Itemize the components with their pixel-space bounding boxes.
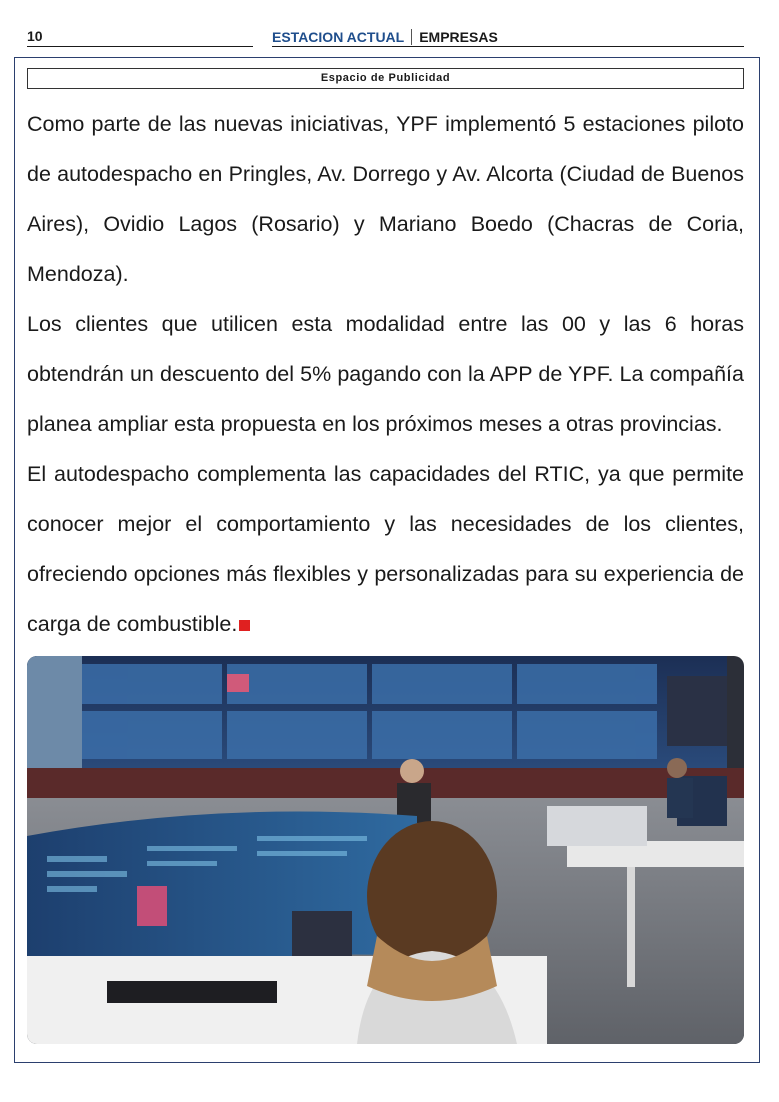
section-header bbox=[272, 29, 498, 45]
end-mark-icon bbox=[239, 620, 250, 631]
article-paragraph bbox=[27, 449, 744, 649]
control-room-photo bbox=[27, 656, 744, 1044]
header-rule-right bbox=[272, 46, 744, 47]
header-rule-left bbox=[27, 46, 253, 47]
article-paragraph: Los clientes que utilicen esta modalidad entre las 00 y las 6 horas obtendrán un descuento del 5% pagando con la APP de YPF. La compañía planea ampliar esta propuesta en los próximos meses a otras provincias. bbox=[27, 312, 744, 436]
page-number: 10 bbox=[27, 28, 43, 44]
header-separator bbox=[411, 29, 412, 45]
section-name: EMPRESAS bbox=[419, 29, 498, 45]
article-paragraph-text: El autodespacho complementa las capacidades del RTIC, ya que permite conocer mejor el comportamiento y las necesidades de los clientes, ofreciendo opciones más flexibles y personalizadas para su experiencia de carga de combustible. bbox=[27, 462, 744, 636]
article-body bbox=[27, 99, 744, 649]
article-paragraph: Como parte de las nuevas iniciativas, YPF implementó 5 estaciones piloto de autodespacho en Pringles, Av. Dorrego y Av. Alcorta (Ciudad de Buenos Aires), Ovidio Lagos (Rosario) y Mariano Boedo (Chacras de Coria, Mendoza). bbox=[27, 112, 744, 286]
publication-name: ESTACION ACTUAL bbox=[272, 29, 405, 45]
ad-banner: Espacio de Publicidad bbox=[27, 68, 744, 89]
